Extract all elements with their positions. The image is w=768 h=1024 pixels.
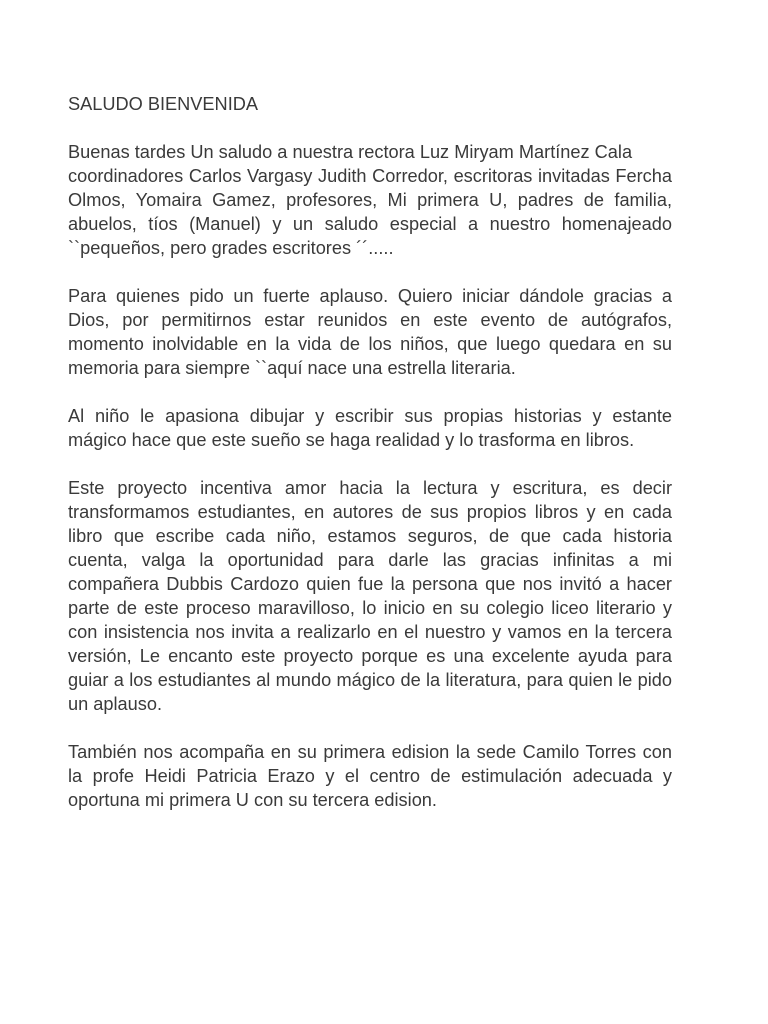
paragraph-line: También nos acompaña en su primera edision la sede Camilo Torres con la profe Heidi Patricia Erazo y el centro de estimulación adecuada y oportuna mi primera U con su tercera edision. (68, 742, 672, 810)
paragraph-greeting (68, 140, 672, 260)
paragraph-line: Al niño le apasiona dibujar y escribir sus propias historias y estante mágico hace que este sueño se haga realidad y lo trasforma en libros. (68, 406, 672, 450)
document-title: SALUDO BIENVENIDA (68, 94, 259, 114)
paragraph-line: Buenas tardes Un saludo a nuestra rectora Luz Miryam Martínez Cala (68, 142, 633, 162)
paragraph-acknowledgement (68, 740, 672, 812)
paragraph-line: coordinadores Carlos Vargasy Judith Corredor, escritoras invitadas Fercha Olmos, Yomaira Gamez, profesores, Mi primera U, padres de familia, abuelos, tíos (Manuel) y un saludo especial a nuestro homenajeado ``pequeños, pero grades escritores ´´..... (68, 166, 672, 258)
paragraph-project (68, 476, 672, 716)
document-page (68, 92, 672, 836)
paragraph-line: Para quienes pido un fuerte aplauso. Quiero iniciar dándole gracias a Dios, por permitirnos estar reunidos en este evento de autógrafos, momento inolvidable en la vida de los niños, que luego quedara en su memoria para siempre ``aquí nace una estrella literaria. (68, 286, 672, 378)
paragraph-children-stories (68, 404, 672, 452)
paragraph-applause (68, 284, 672, 380)
paragraph-line: Este proyecto incentiva amor hacia la lectura y escritura, es decir transformamos estudiantes, en autores de sus propios libros y en cada libro que escribe cada niño, estamos seguros, de que cada historia cuenta, valga la oportunidad para darle las gracias infinitas a mi compañera Dubbis Cardozo quien fue la persona que nos invitó a hacer parte de este proceso maravilloso, lo inicio en su colegio liceo literario y con insistencia nos invita a realizarlo en el nuestro y vamos en la tercera versión, Le encanto este proyecto porque es una excelente ayuda para guiar a los estudiantes al mundo mágico de la literatura, para quien le pido un aplauso. (68, 478, 672, 714)
